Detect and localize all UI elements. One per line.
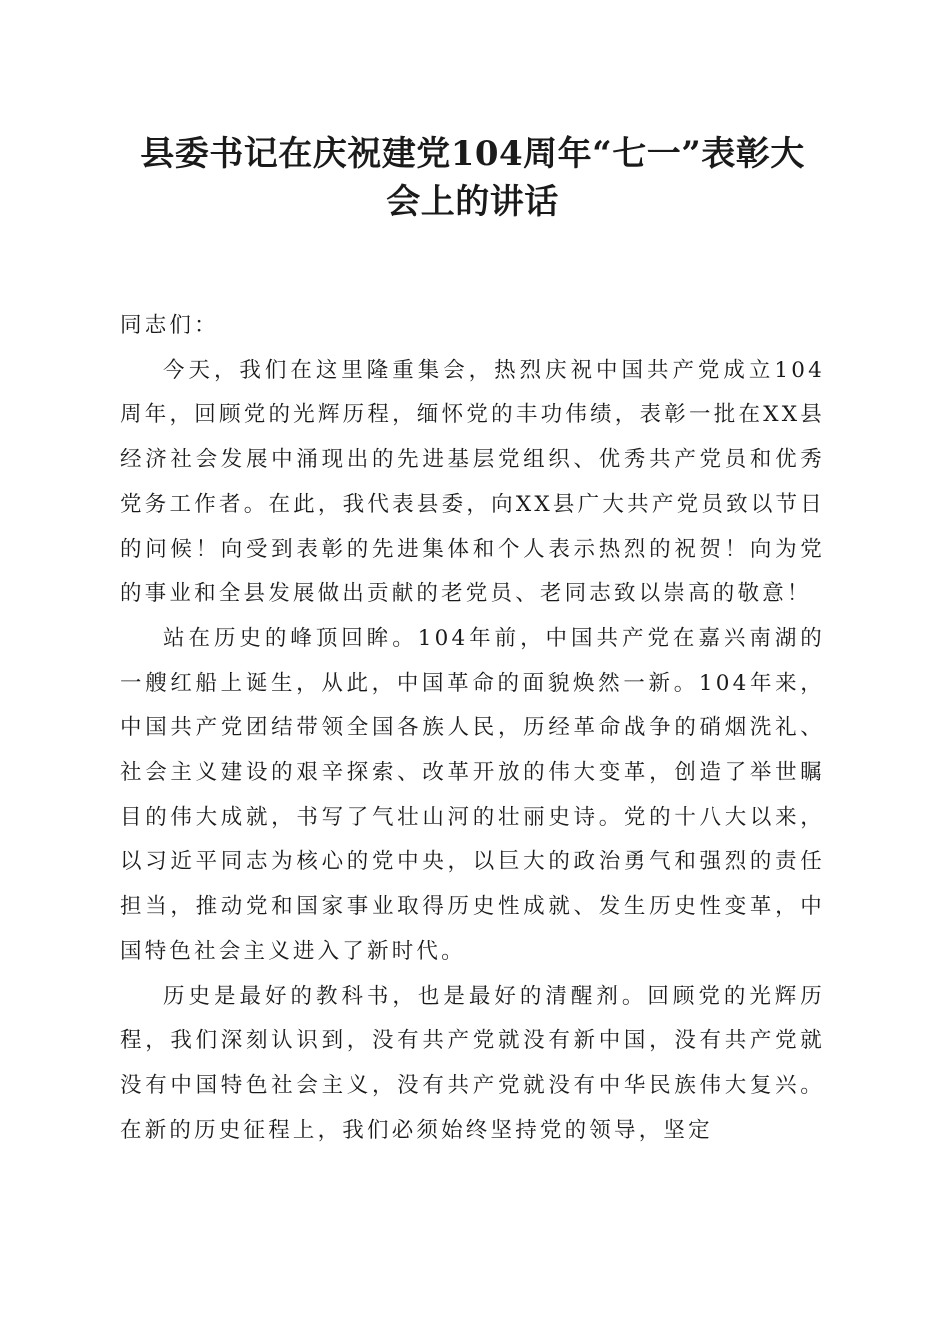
paragraph-3: 历史是最好的教科书，也是最好的清醒剂。回顾党的光辉历程，我们深刻认识到，没有共产党就没有新中国，没有共产党就没有中国特色社会主义，没有共产党就没有中华民族伟大复兴。在新的历史征程上，我们必须始终坚持党的领导，坚定 <box>120 983 825 1143</box>
paragraph-2: 站在历史的峰顶回眸。104年前，中国共产党在嘉兴南湖的一艘红船上诞生，从此，中国革命的面貌焕然一新。104年来，中国共产党团结带领全国各族人民，历经革命战争的硝烟洗礼、社会主义建设的艰辛探索、改革开放的伟大变革，创造了举世瞩目的伟大成就，书写了气壮山河的壮丽史诗。党的十八大以来，以习近平同志为核心的党中央，以巨大的政治勇气和强烈的责任担当，推动党和国家事业取得历史性成就、发生历史性变革，中国特色社会主义进入了新时代。 <box>120 625 825 964</box>
document-title-line-1: 县委书记在庆祝建党104周年“七一”表彰大 <box>140 134 805 174</box>
document-title-line-2: 会上的讲话 <box>386 182 559 222</box>
document-page <box>120 130 825 1153</box>
salutation: 同志们： <box>120 313 219 338</box>
document-title <box>120 130 825 226</box>
document-body <box>120 304 825 1153</box>
paragraph-1: 今天，我们在这里隆重集会，热烈庆祝中国共产党成立104周年，回顾党的光辉历程，缅怀党的丰功伟绩，表彰一批在XX县经济社会发展中涌现出的先进基层党组织、优秀共产党员和优秀党务工作者。在此，我代表县委，向XX县广大共产党员致以节日的问候！向受到表彰的先进集体和个人表示热烈的祝贺！向为党的事业和全县发展做出贡献的老党员、老同志致以崇高的敬意！ <box>120 357 825 607</box>
